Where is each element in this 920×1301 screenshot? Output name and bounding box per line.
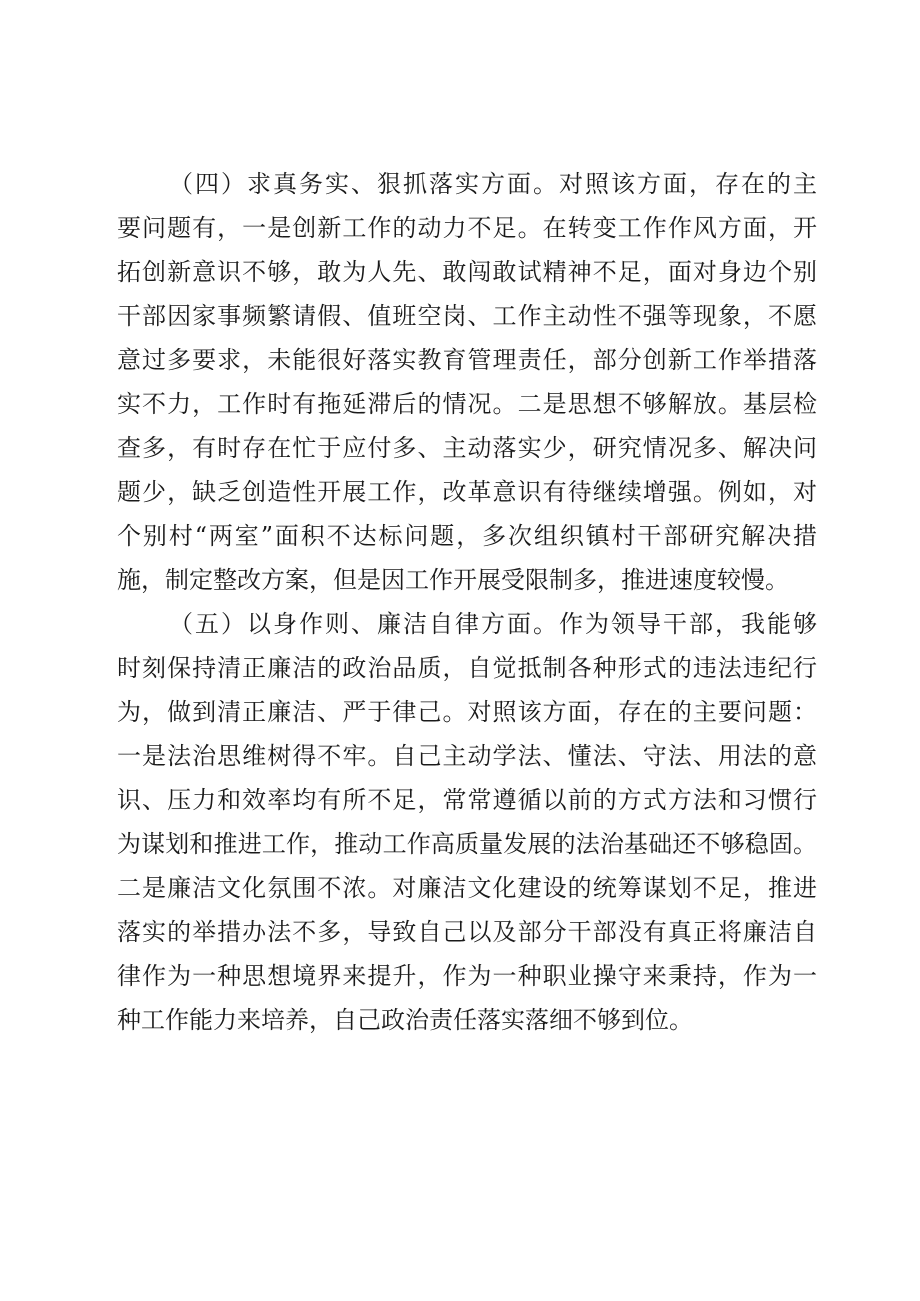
paragraph-4-line-6: 实不力，工作时有拖延滞后的情况。二是思想不够解放。基层检 (117, 390, 817, 418)
paragraph-4-line-8: 题少，缺乏创造性开展工作，改革意识有待继续增强。例如，对 (117, 478, 817, 506)
paragraph-5-line-8: 落实的举措办法不多，导致自己以及部分干部没有真正将廉洁自 (117, 918, 817, 946)
paragraph-5-line-6: 为谋划和推进工作，推动工作高质量发展的法治基础还不够稳固。 (117, 830, 817, 858)
paragraph-4-line-1: （四）求真务实、狠抓落实方面。对照该方面，存在的主 (169, 170, 817, 198)
paragraph-5-line-3: 为，做到清正廉洁、严于律己。对照该方面，存在的主要问题： (117, 698, 817, 726)
paragraph-5-line-1: （五）以身作则、廉洁自律方面。作为领导干部，我能够 (169, 610, 817, 638)
paragraph-5-line-9: 律作为一种思想境界来提升，作为一种职业操守来秉持，作为一 (117, 962, 817, 990)
paragraph-4-line-5: 意过多要求，未能很好落实教育管理责任，部分创新工作举措落 (117, 346, 817, 374)
paragraph-4-line-3: 拓创新意识不够，敢为人先、敢闯敢试精神不足，面对身边个别 (117, 258, 817, 286)
paragraph-4-line-9: 个别村“两室”面积不达标问题，多次组织镇村干部研究解决措 (117, 522, 817, 550)
paragraph-4-line-7: 查多，有时存在忙于应付多、主动落实少，研究情况多、解决问 (117, 434, 817, 462)
paragraph-5-line-5: 识、压力和效率均有所不足，常常遵循以前的方式方法和习惯行 (117, 786, 817, 814)
paragraph-5-line-2: 时刻保持清正廉洁的政治品质，自觉抵制各种形式的违法违纪行 (117, 654, 817, 682)
paragraph-4-line-10: 施，制定整改方案，但是因工作开展受限制多，推进速度较慢。 (117, 566, 789, 594)
paragraph-5-line-7: 二是廉洁文化氛围不浓。对廉洁文化建设的统筹谋划不足，推进 (117, 874, 817, 902)
paragraph-4-line-4: 干部因家事频繁请假、值班空岗、工作主动性不强等现象，不愿 (117, 302, 817, 330)
paragraph-5-line-10: 种工作能力来培养，自己政治责任落实落细不够到位。 (117, 1006, 693, 1034)
paragraph-5-line-4: 一是法治思维树得不牢。自己主动学法、懂法、守法、用法的意 (117, 742, 817, 770)
paragraph-4-line-2: 要问题有，一是创新工作的动力不足。在转变工作作风方面，开 (117, 214, 817, 242)
